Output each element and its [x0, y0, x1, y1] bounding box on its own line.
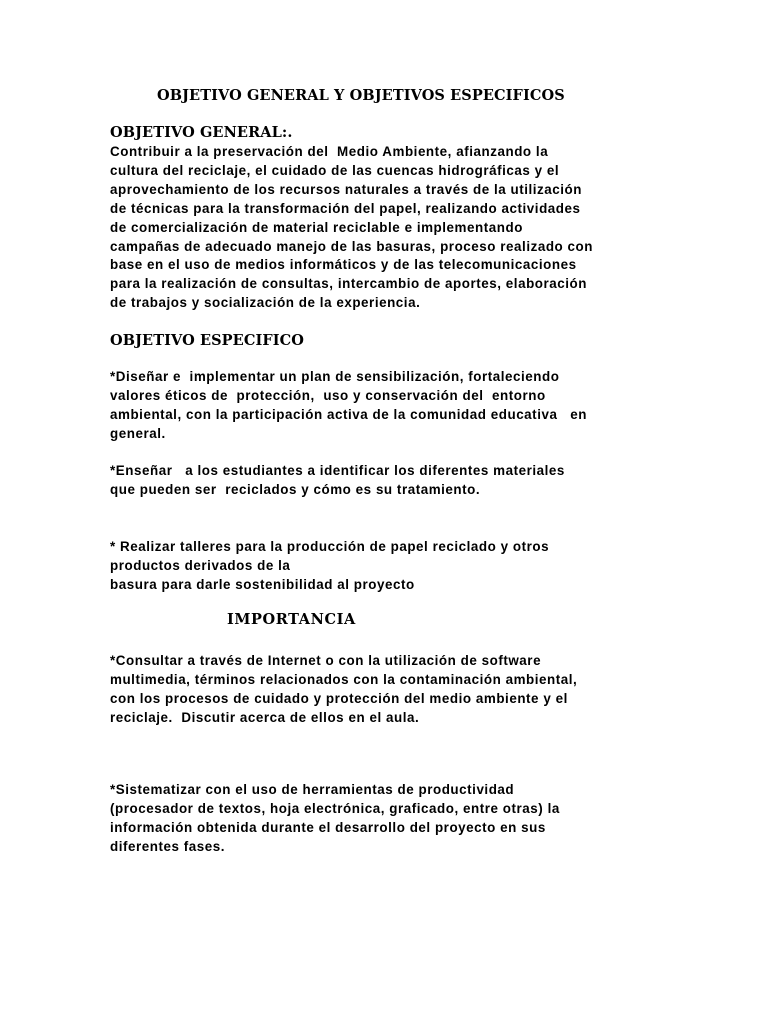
text-line: *Consultar a través de Internet o con la utilización de software	[110, 653, 542, 668]
text-line: información obtenida durante el desarrollo del proyecto en sus	[110, 819, 546, 835]
text-line: *Diseñar e implementar un plan de sensibilización, fortaleciendo	[110, 369, 560, 384]
text-line: Contribuir a la preservación del Medio Ambiente, afianzando la	[110, 144, 549, 159]
document-title: OBJETIVO GENERAL Y OBJETIVOS ESPECIFICOS	[157, 87, 565, 104]
general-heading: OBJETIVO GENERAL:.	[110, 124, 293, 141]
text-line: cultura del reciclaje, el cuidado de las cuencas hidrográficas y el	[110, 162, 560, 178]
text-line: reciclaje. Discutir acerca de ellos en el aula.	[110, 709, 420, 725]
general-paragraph	[110, 143, 593, 313]
text-line: basura para darle sostenibilidad al proyecto	[110, 576, 415, 592]
text-line: ambiental, con la participación activa de la comunidad educativa en	[110, 406, 587, 422]
text-line: valores éticos de protección, uso y conservación del entorno	[110, 387, 546, 403]
especifico-heading: OBJETIVO ESPECIFICO	[110, 332, 304, 349]
text-line: campañas de adecuado manejo de las basuras, proceso realizado con	[110, 238, 594, 254]
text-line: *Enseñar a los estudiantes a identificar los diferentes materiales	[110, 463, 565, 478]
text-line: general.	[110, 425, 166, 441]
text-line: de comercialización de material reciclable e implementando	[110, 219, 523, 235]
text-line: productos derivados de la	[110, 557, 291, 573]
importancia-item-1	[110, 652, 577, 728]
especifico-item-3	[110, 538, 549, 595]
text-line: (procesador de textos, hoja electrónica, graficado, entre otras) la	[110, 800, 560, 816]
text-line: de técnicas para la transformación del papel, realizando actividades	[110, 200, 581, 216]
text-line: * Realizar talleres para la producción de papel reciclado y otros	[110, 539, 550, 554]
especifico-item-1	[110, 368, 587, 444]
text-line: con los procesos de cuidado y protección del medio ambiente y el	[110, 690, 568, 706]
text-line: que pueden ser reciclados y cómo es su tratamiento.	[110, 481, 481, 497]
especifico-item-2	[110, 462, 565, 500]
text-line: de trabajos y socialización de la experiencia.	[110, 295, 421, 311]
text-line: base en el uso de medios informáticos y de las telecomunicaciones	[110, 257, 577, 273]
text-line: para la realización de consultas, intercambio de aportes, elaboración	[110, 276, 588, 292]
importancia-item-2	[110, 781, 560, 857]
text-line: aprovechamiento de los recursos naturales a través de la utilización	[110, 181, 583, 197]
text-line: diferentes fases.	[110, 838, 226, 854]
text-line: multimedia, términos relacionados con la contaminación ambiental,	[110, 671, 578, 687]
importancia-heading: IMPORTANCIA	[227, 611, 356, 628]
text-line: *Sistematizar con el uso de herramientas de productividad	[110, 782, 515, 797]
